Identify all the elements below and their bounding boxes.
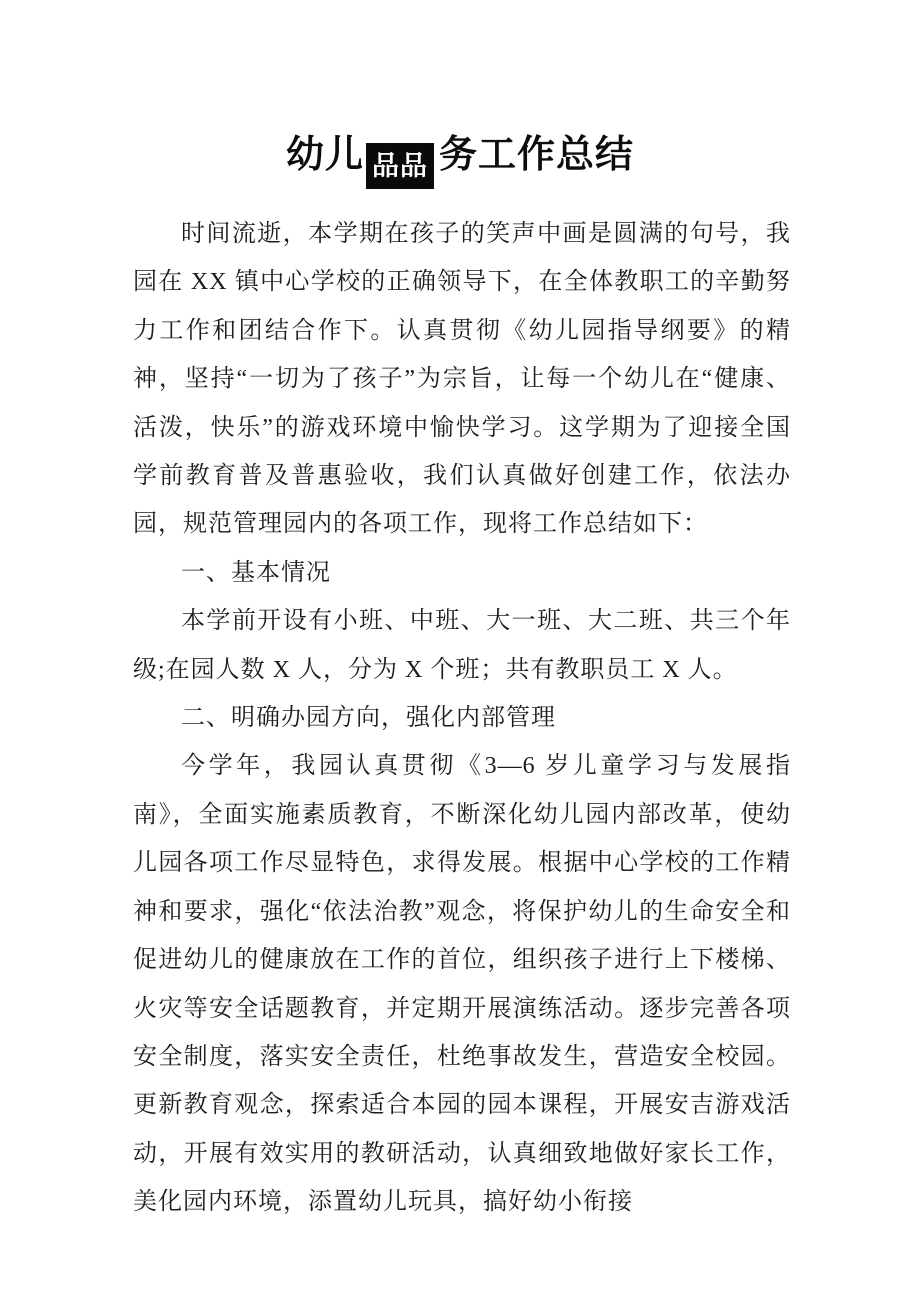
section-1-paragraph: 本学前开设有小班、中班、大一班、大二班、共三个年级;在园人数 X 人，分为 X 个班；共有教职员工 X 人。 (133, 608, 791, 683)
document-title (0, 130, 920, 189)
title-suffix: 务工作总结 (439, 134, 635, 176)
document-body (133, 210, 791, 1227)
section-2-paragraph: 今学年，我园认真贯彻《3—6 岁儿童学习与发展指南》，全面实施素质教育，不断深化幼儿园内部改革，使幼儿园各项工作尽显特色，求得发展。根据中心学校的工作精神和要求，强化“依法治教”观念，将保护幼儿的生命安全和促进幼儿的健康放在工作的首位，组织孩子进行上下楼梯、火灾等安全话题教育，并定期开展演练活动。逐步完善各项安全制度，落实安全责任，杜绝事故发生，营造安全校园。更新教育观念，探索适合本园的园本课程，开展安吉游戏活动，开展有效实用的教研活动，认真细致地做好家长工作，美化园内环境，添置幼儿玩具，搞好幼小衔接 (133, 753, 791, 1216)
intro-paragraph: 时间流逝，本学期在孩子的笑声中画是圆满的句号，我园在 XX 镇中心学校的正确领导下，在全体教职工的辛勤努力工作和团结合作下。认真贯彻《幼儿园指导纲要》的精神，坚持“一切为了孩子”为宗旨，让每一个幼儿在“健康、活泼，快乐”的游戏环境中愉快学习。这学期为了迎接全国学前教育普及普惠验收，我们认真做好创建工作，依法办园，规范管理园内的各项工作，现将工作总结如下： (133, 221, 791, 538)
title-prefix: 幼儿 (285, 134, 364, 176)
redaction-text: 品品 (372, 151, 428, 181)
section-1-heading: 一、基本情况 (181, 559, 331, 586)
section-2-heading: 二、明确办园方向，强化内部管理 (181, 705, 556, 732)
redaction-box (366, 143, 434, 189)
